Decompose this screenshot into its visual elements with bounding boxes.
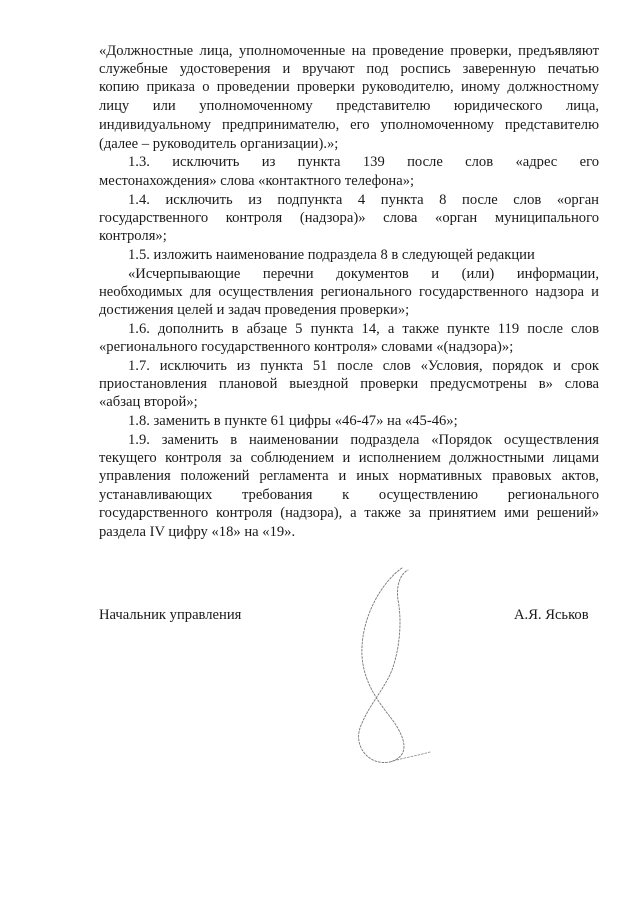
text-line: лицу или уполномоченному представителю юридического лица, bbox=[99, 98, 599, 114]
text-line: копию приказа о проведении проверки руководителю, иному должностному bbox=[99, 79, 599, 95]
list-item-1-4: 1.4. исключить из подпункта 4 пункта 8 после слов «орган bbox=[128, 192, 599, 208]
text-line: текущего контроля за соблюдением и исполнением должностными лицами bbox=[99, 450, 599, 466]
text-line: (далее – руководитель организации).»; bbox=[99, 136, 339, 152]
text-line: государственного контроля (надзора)» слова «орган муниципального bbox=[99, 210, 599, 226]
text-line: контроля»; bbox=[99, 228, 167, 244]
text-line: приостановления плановой выездной проверки предусмотрены в» слова bbox=[99, 376, 599, 392]
text-line: «абзац второй»; bbox=[99, 394, 198, 410]
text-line: управления положений регламента и иных нормативных правовых актов, bbox=[99, 468, 599, 484]
list-item-1-8: 1.8. заменить в пункте 61 цифры «46-47» на «45-46»; bbox=[128, 413, 458, 429]
text-line: раздела IV цифру «18» на «19». bbox=[99, 524, 296, 540]
text-line: местонахождения» слова «контактного телефона»; bbox=[99, 173, 415, 189]
handwritten-signature bbox=[330, 560, 440, 770]
list-item-1-6: 1.6. дополнить в абзаце 5 пункта 14, а также пункте 119 после слов bbox=[128, 321, 599, 337]
text-line: устанавливающих требования к осуществлению регионального bbox=[99, 487, 599, 503]
text-line: индивидуальному предпринимателю, его уполномоченному представителю bbox=[99, 117, 599, 133]
signatory-name: А.Я. Яськов bbox=[514, 607, 589, 623]
list-item-1-7: 1.7. исключить из пункта 51 после слов «Условия, порядок и срок bbox=[128, 358, 599, 374]
text-line: «Исчерпывающие перечни документов и (или) информации, bbox=[128, 266, 599, 282]
signatory-position: Начальник управления bbox=[99, 607, 242, 623]
text-line: государственного контроля (надзора), а также за принятием ими решений» bbox=[99, 505, 599, 521]
list-item-1-5: 1.5. изложить наименование подраздела 8 в следующей редакции bbox=[128, 247, 535, 263]
text-line: служебные удостоверения и вручают под роспись заверенную печатью bbox=[99, 61, 599, 77]
text-line: «Должностные лица, уполномоченные на проведение проверки, предъявляют bbox=[99, 43, 599, 59]
text-line: достижения целей и задач проведения проверки»; bbox=[99, 302, 410, 318]
list-item-1-9: 1.9. заменить в наименовании подраздела «Порядок осуществления bbox=[128, 432, 599, 448]
list-item-1-3: 1.3. исключить из пункта 139 после слов «адрес его bbox=[128, 154, 599, 170]
text-line: «регионального государственного контроля» словами «(надзора)»; bbox=[99, 339, 514, 355]
text-line: необходимых для осуществления регионального государственного надзора и bbox=[99, 284, 599, 300]
